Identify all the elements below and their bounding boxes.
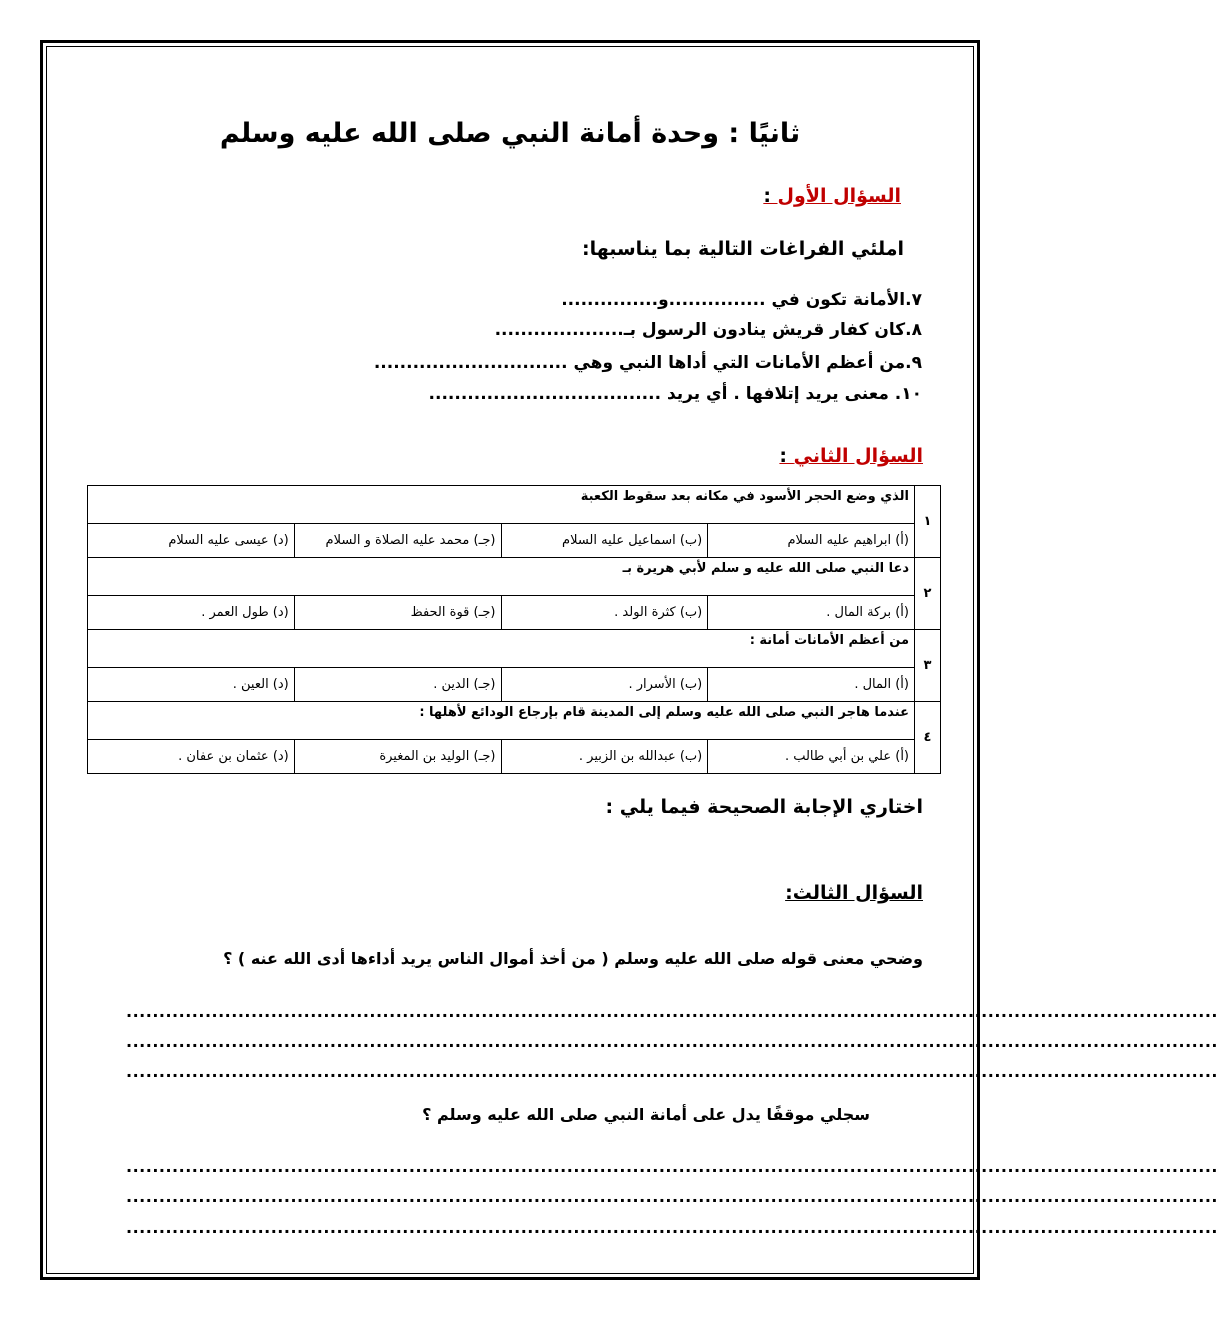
mcq-option[interactable]: (د) العين . <box>88 668 295 702</box>
mcq-number: ٢ <box>915 558 941 630</box>
mcq-option[interactable]: (أ) بركة المال . <box>708 596 915 630</box>
answer-line[interactable]: ...................................................................................................................................................................... <box>126 1218 1218 1237</box>
mcq-question: عندما هاجر النبي صلى الله عليه وسلم إلى المدينة قام بإرجاع الودائع لأهلها : <box>88 702 915 740</box>
q1-instruction: املئي الفراغات التالية بما يناسبها: <box>581 238 904 260</box>
mcq-options-row <box>88 596 941 630</box>
mcq-option[interactable]: (جـ) الدين . <box>294 668 501 702</box>
mcq-number: ٤ <box>915 702 941 774</box>
q3-heading: السؤال الثالث: <box>785 882 923 904</box>
answer-line[interactable]: ...................................................................................................................................................................... <box>126 1032 1218 1051</box>
mcq-question: من أعظم الأمانات أمانة : <box>88 630 915 668</box>
mcq-option[interactable]: (د) طول العمر . <box>88 596 295 630</box>
mcq-question: دعا النبي صلى الله عليه و سلم لأبي هريرة بـ <box>88 558 915 596</box>
mcq-question-row <box>88 702 941 740</box>
mcq-option[interactable]: (ب) كثرة الولد . <box>501 596 708 630</box>
mcq-option[interactable]: (جـ) قوة الحفظ <box>294 596 501 630</box>
mcq-question-row <box>88 486 941 524</box>
q2-heading-text: السؤال الثاني <box>793 445 923 467</box>
q2-instruction: اختاري الإجابة الصحيحة فيما يلي : <box>605 796 923 818</box>
q1-item-9: ٩.من أعظم الأمانات التي أداها النبي وهي .............................. <box>373 353 922 373</box>
mcq-option[interactable]: (ب) اسماعيل عليه السلام <box>501 524 708 558</box>
mcq-option[interactable]: (ب) الأسرار . <box>501 668 708 702</box>
answer-line[interactable]: ...................................................................................................................................................................... <box>126 1157 1218 1176</box>
mcq-options-row <box>88 740 941 774</box>
mcq-option[interactable]: (جـ) محمد عليه الصلاة و السلام <box>294 524 501 558</box>
q1-item-10: ١٠. معنى يريد إتلافها . أي يريد .................................... <box>428 384 922 404</box>
mcq-options-row <box>88 668 941 702</box>
mcq-question-row <box>88 630 941 668</box>
mcq-question-row <box>88 558 941 596</box>
q1-item-8: ٨.كان كفار قريش ينادون الرسول بـ.................... <box>494 320 922 340</box>
mcq-option[interactable]: (د) عيسى عليه السلام <box>88 524 295 558</box>
q1-heading-text: السؤال الأول <box>777 185 901 207</box>
mcq-option[interactable]: (أ) علي بن أبي طالب . <box>708 740 915 774</box>
q3-prompt-1: وضحي معنى قوله صلى الله عليه وسلم ( من أخذ أموال الناس يريد أداءها أدى الله عنه ) ؟ <box>223 949 923 968</box>
q2-heading <box>779 445 923 467</box>
answer-line[interactable]: ...................................................................................................................................................................... <box>126 1062 1218 1081</box>
mcq-option[interactable]: (أ) ابراهيم عليه السلام <box>708 524 915 558</box>
answer-line[interactable]: ...................................................................................................................................................................... <box>126 1187 1218 1206</box>
q1-heading-colon: : <box>763 185 778 207</box>
q3-prompt-2: سجلي موقفًا يدل على أمانة النبي صلى الله عليه وسلم ؟ <box>422 1105 870 1124</box>
mcq-number: ١ <box>915 486 941 558</box>
mcq-option[interactable]: (أ) المال . <box>708 668 915 702</box>
q2-heading-colon: : <box>779 445 794 467</box>
page-title: ثانيًا : وحدة أمانة النبي صلى الله عليه وسلم <box>219 118 801 149</box>
mcq-table <box>87 485 941 774</box>
answer-line[interactable]: ...................................................................................................................................................................... <box>126 1002 1218 1021</box>
mcq-option[interactable]: (د) عثمان بن عفان . <box>88 740 295 774</box>
mcq-options-row <box>88 524 941 558</box>
q1-item-7: ٧.الأمانة تكون في ...............و............... <box>561 290 922 310</box>
mcq-option[interactable]: (ب) عبدالله بن الزبير . <box>501 740 708 774</box>
mcq-question: الذي وضع الحجر الأسود في مكانه بعد سقوط الكعبة <box>88 486 915 524</box>
mcq-number: ٣ <box>915 630 941 702</box>
q1-heading <box>763 185 901 207</box>
mcq-option[interactable]: (جـ) الوليد بن المغيرة <box>294 740 501 774</box>
